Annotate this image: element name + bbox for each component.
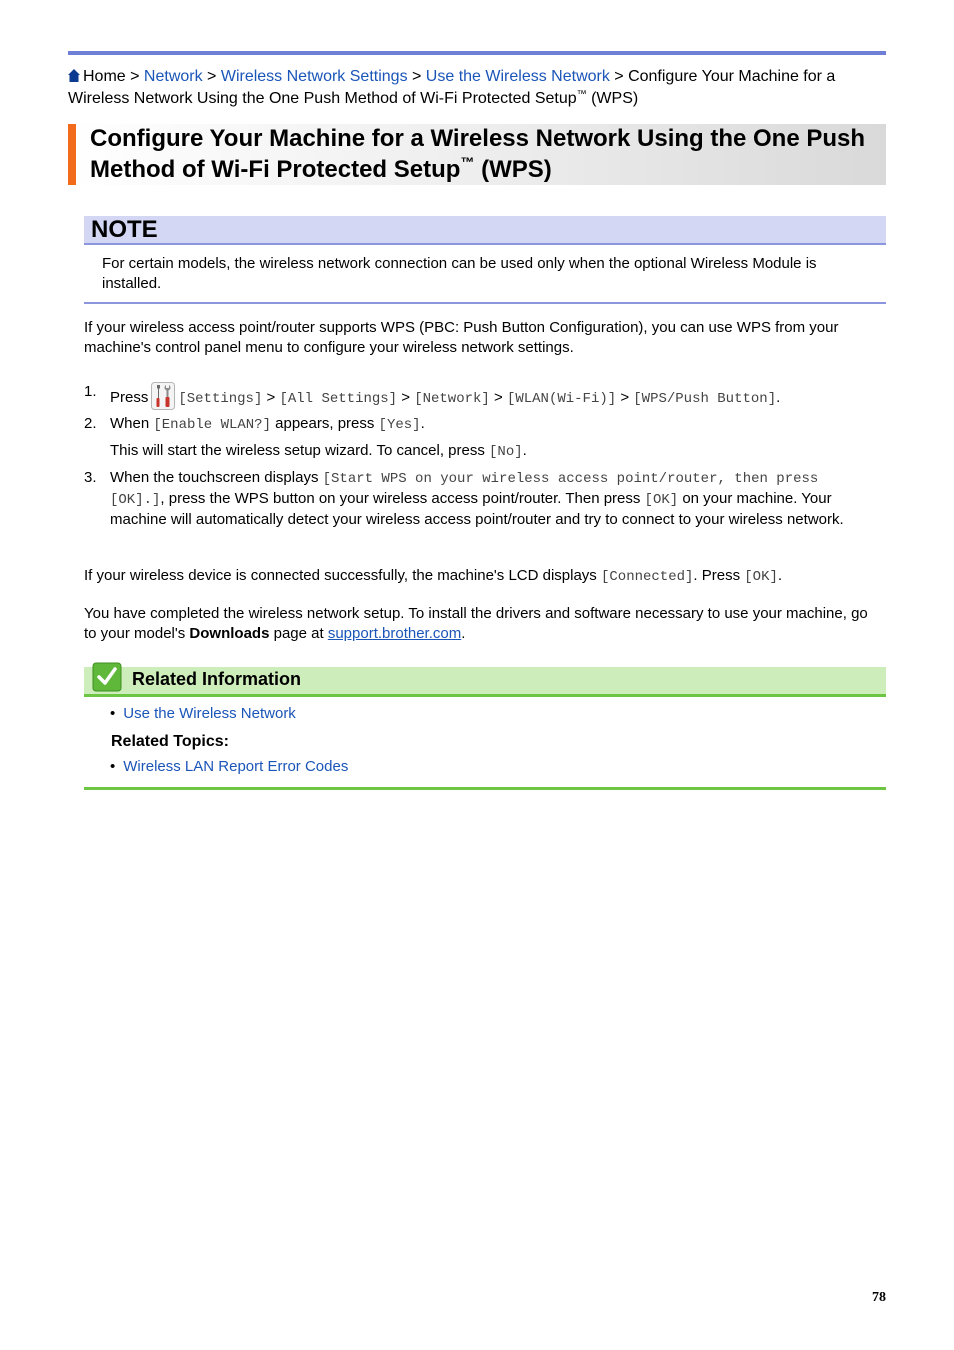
related-information-bar xyxy=(84,667,886,697)
related-topics-label: Related Topics: xyxy=(111,733,229,750)
note-heading: NOTE xyxy=(91,216,158,243)
checkmark-icon xyxy=(92,662,122,692)
intro-paragraph: If your wireless access point/router supports WPS (PBC: Push Button Configuration), you can use WPS from your machine's control panel menu to configure your wireless network settings. xyxy=(84,319,839,356)
success-paragraph: If your wireless device is connected successfully, the machine's LCD displays [Connected]. Press [OK]. xyxy=(84,567,783,585)
breadcrumb-wireless-settings-link[interactable]: Wireless Network Settings xyxy=(220,68,408,85)
home-icon[interactable] xyxy=(68,69,80,82)
breadcrumb-home[interactable]: Home xyxy=(83,68,126,85)
settings-tool-icon[interactable] xyxy=(151,382,175,410)
note-heading-bar xyxy=(84,216,886,245)
page-title: Configure Your Machine for a Wireless Network Using the One Push Method of Wi-Fi Protected Setup™ (WPS) xyxy=(90,125,866,183)
support-link[interactable]: support.brother.com xyxy=(327,625,462,642)
wlan-report-error-codes-link[interactable]: Wireless LAN Report Error Codes xyxy=(123,758,349,775)
breadcrumb-use-wireless-link[interactable]: Use the Wireless Network xyxy=(425,68,610,85)
complete-paragraph: You have completed the wireless network setup. To install the drivers and software necessary to use your machine, go to your model's Downloads page at support.brother.com. xyxy=(84,605,868,642)
breadcrumb-current: Configure Your Machine for a Wireless Network Using the One Push Method of Wi-Fi Protected Setup xyxy=(68,68,836,107)
breadcrumb: Home > Network > Wireless Network Settings > Use the Wireless Network > Configure Your Machine for a Wireless Network Using the One Push Method of Wi-Fi Protected Setup™ (WPS) xyxy=(68,68,836,107)
page-number: 78 xyxy=(872,1290,886,1305)
related-topic-item: • Wireless LAN Report Error Codes xyxy=(110,758,349,775)
note-body: For certain models, the wireless network connection can be used only when the optional Wireless Module is installed. xyxy=(102,255,817,292)
breadcrumb-network-link[interactable]: Network xyxy=(143,68,203,85)
step-1: 1. Press [Settings] > [All Settings] > [Network] > [WLAN(Wi-Fi)] > [WPS/Push Button]. xyxy=(84,380,884,408)
title-accent-bar xyxy=(68,124,76,185)
note-rule xyxy=(84,302,886,304)
related-information-heading: Related Information xyxy=(132,669,302,689)
top-rule xyxy=(68,51,886,55)
use-wireless-network-link[interactable]: Use the Wireless Network xyxy=(123,705,296,722)
related-item: • Use the Wireless Network xyxy=(110,705,296,722)
related-rule xyxy=(84,787,886,790)
page-title-box xyxy=(68,124,886,185)
